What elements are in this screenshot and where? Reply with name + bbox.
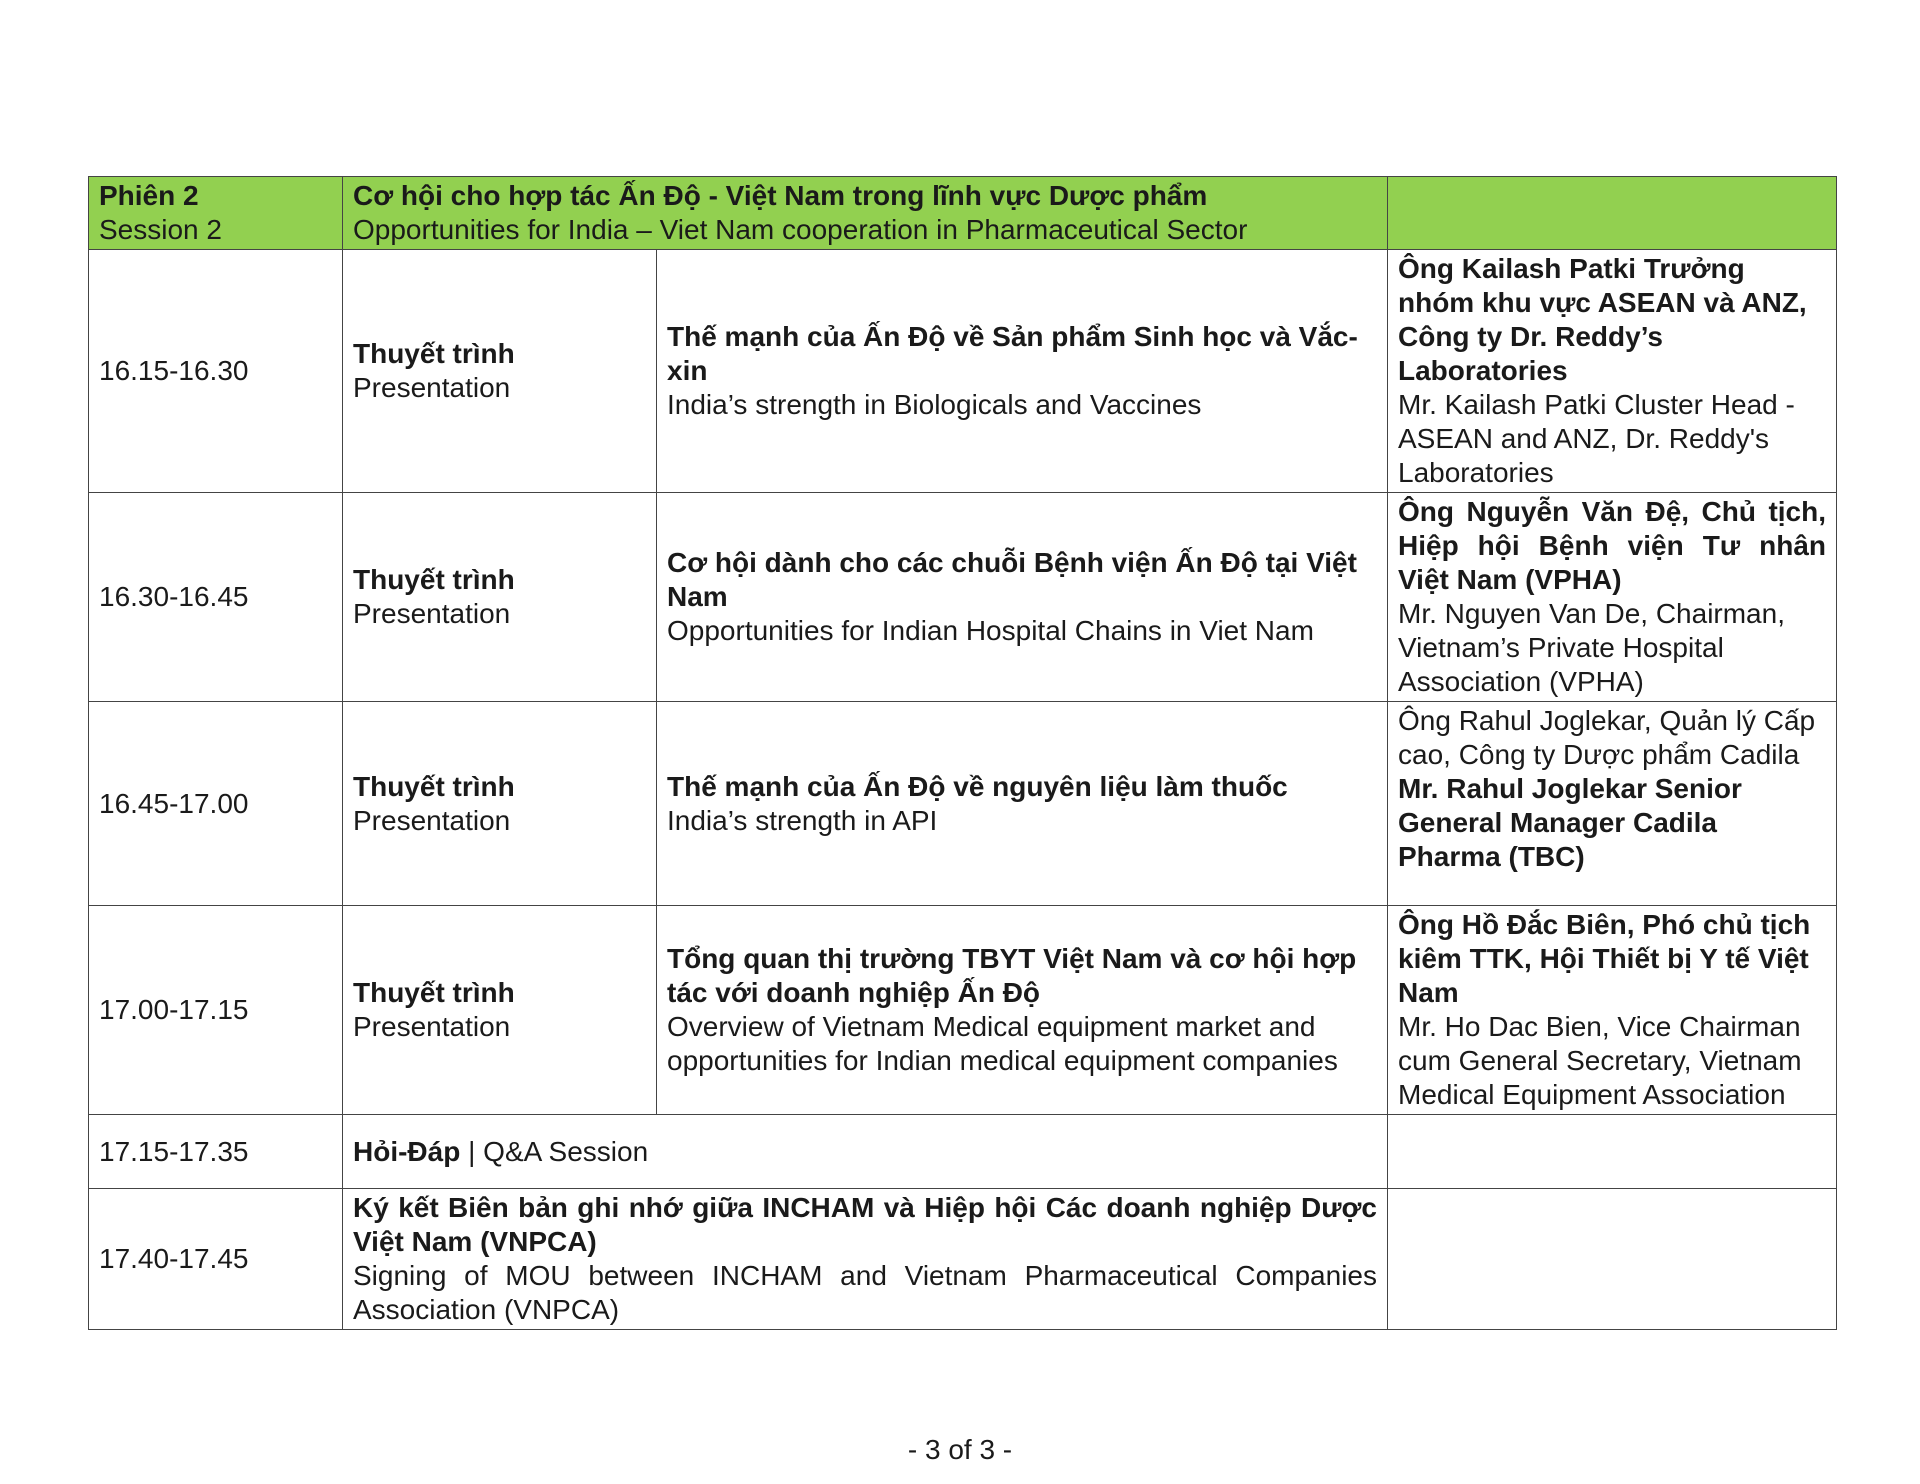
table-row bbox=[89, 250, 1837, 493]
time-cell: 16.30-16.45 bbox=[89, 493, 343, 702]
speaker-vi: Ông Nguyễn Văn Đệ, Chủ tịch, Hiệp hội Bệnh viện Tư nhân Việt Nam (VPHA) bbox=[1398, 496, 1826, 595]
time-cell: 17.15-17.35 bbox=[89, 1115, 343, 1189]
page-number: - 3 of 3 - bbox=[907, 1434, 1013, 1465]
mou-title-vi: Ký kết Biên bản ghi nhớ giữa INCHAM và Hiệp hội Các doanh nghiệp Dược Việt Nam (VNPCA) bbox=[353, 1192, 1377, 1257]
session-label-cell bbox=[89, 177, 343, 250]
time-cell: 17.00-17.15 bbox=[89, 906, 343, 1115]
session-empty-cell bbox=[1388, 177, 1837, 250]
type-cell bbox=[343, 250, 657, 493]
speaker-en: Mr. Kailash Patki Cluster Head - ASEAN and ANZ, Dr. Reddy's Laboratories bbox=[1398, 389, 1795, 488]
speaker-cell bbox=[1388, 906, 1837, 1115]
type-en: Presentation bbox=[353, 598, 511, 629]
session-title-cell bbox=[343, 177, 1388, 250]
topic-en: Opportunities for Indian Hospital Chains in Viet Nam bbox=[667, 615, 1314, 646]
type-cell bbox=[343, 493, 657, 702]
type-en: Presentation bbox=[353, 1011, 511, 1042]
type-vi: Thuyết trình bbox=[353, 977, 515, 1008]
type-en: Presentation bbox=[353, 372, 511, 403]
time-cell: 16.45-17.00 bbox=[89, 702, 343, 906]
topic-en: India’s strength in Biologicals and Vaccines bbox=[667, 389, 1202, 420]
topic-vi: Tổng quan thị trường TBYT Việt Nam và cơ hội hợp tác với doanh nghiệp Ấn Độ bbox=[667, 943, 1357, 1008]
table-row bbox=[89, 493, 1837, 702]
empty-cell bbox=[1388, 1115, 1837, 1189]
agenda-table bbox=[88, 176, 1837, 1330]
topic-vi: Thế mạnh của Ấn Độ về nguyên liệu làm thuốc bbox=[667, 770, 1288, 802]
speaker-en: Mr. Nguyen Van De, Chairman, Vietnam’s Private Hospital Association (VPHA) bbox=[1398, 598, 1785, 697]
topic-cell bbox=[657, 250, 1388, 493]
speaker-vi: Ông Hồ Đắc Biên, Phó chủ tịch kiêm TTK, Hội Thiết bị Y tế Việt Nam bbox=[1398, 909, 1811, 1008]
type-vi: Thuyết trình bbox=[353, 338, 515, 369]
speaker-cell bbox=[1388, 702, 1837, 906]
type-vi: Thuyết trình bbox=[353, 564, 515, 595]
type-en: Presentation bbox=[353, 804, 511, 836]
qa-row bbox=[89, 1115, 1837, 1189]
topic-vi: Thế mạnh của Ấn Độ về Sản phẩm Sinh học và Vắc-xin bbox=[667, 321, 1358, 386]
time-cell: 17.40-17.45 bbox=[89, 1189, 343, 1330]
topic-cell bbox=[657, 702, 1388, 906]
table-row bbox=[89, 906, 1837, 1115]
speaker-en: Mr. Ho Dac Bien, Vice Chairman cum General Secretary, Vietnam Medical Equipment Association bbox=[1398, 1011, 1802, 1110]
topic-en: Overview of Vietnam Medical equipment market and opportunities for Indian medical equipment companies bbox=[667, 1011, 1338, 1076]
type-cell bbox=[343, 702, 657, 906]
qa-separator: | bbox=[460, 1135, 484, 1167]
speaker-en: Mr. Rahul Joglekar Senior General Manager Cadila Pharma (TBC) bbox=[1398, 773, 1742, 872]
topic-en: India’s strength in API bbox=[667, 804, 938, 836]
empty-cell bbox=[1388, 1189, 1837, 1330]
mou-row bbox=[89, 1189, 1837, 1330]
qa-label-vi: Hỏi-Đáp bbox=[353, 1135, 461, 1167]
topic-cell bbox=[657, 906, 1388, 1115]
speaker-cell bbox=[1388, 250, 1837, 493]
table-row bbox=[89, 702, 1837, 906]
speaker-vi: Ông Kailash Patki Trưởng nhóm khu vực ASEAN và ANZ, Công ty Dr. Reddy’s Laboratories bbox=[1398, 253, 1807, 386]
session-label-vi: Phiên 2 bbox=[99, 180, 199, 211]
speaker-cell bbox=[1388, 493, 1837, 702]
qa-cell bbox=[343, 1115, 1388, 1189]
speaker-vi: Ông Rahul Joglekar, Quản lý Cấp cao, Công ty Dược phẩm Cadila bbox=[1398, 705, 1816, 770]
session-title-vi: Cơ hội cho hợp tác Ấn Độ - Việt Nam trong lĩnh vực Dược phẩm bbox=[353, 180, 1208, 211]
topic-cell bbox=[657, 493, 1388, 702]
session-header-row bbox=[89, 177, 1837, 250]
mou-title-en: Signing of MOU between INCHAM and Vietnam Pharmaceutical Companies Association (VNPCA) bbox=[353, 1260, 1377, 1325]
session-title-en: Opportunities for India – Viet Nam cooperation in Pharmaceutical Sector bbox=[353, 214, 1248, 245]
session-label-en: Session 2 bbox=[99, 214, 222, 245]
qa-label-en: Q&A Session bbox=[483, 1135, 649, 1167]
topic-vi: Cơ hội dành cho các chuỗi Bệnh viện Ấn Độ tại Việt Nam bbox=[667, 547, 1357, 612]
type-cell bbox=[343, 906, 657, 1115]
mou-cell bbox=[343, 1189, 1388, 1330]
type-vi: Thuyết trình bbox=[353, 770, 515, 802]
time-cell: 16.15-16.30 bbox=[89, 250, 343, 493]
